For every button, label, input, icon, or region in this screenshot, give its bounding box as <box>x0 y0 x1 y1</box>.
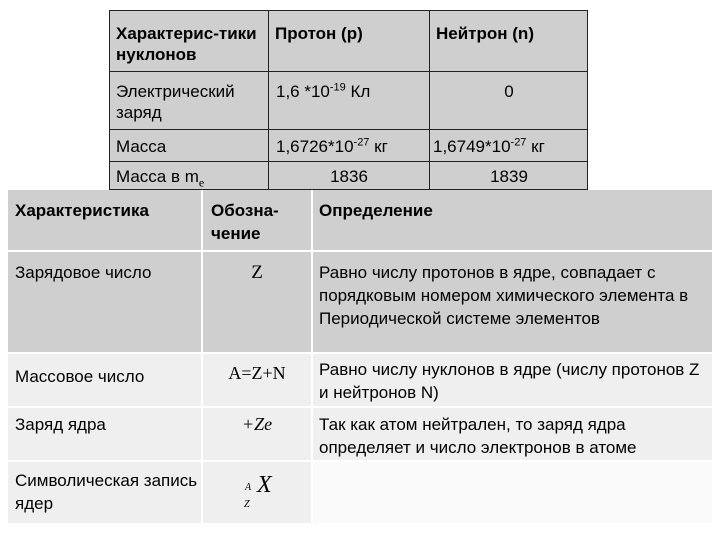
table-row <box>8 408 712 460</box>
nucleon-characteristics-table <box>109 10 588 190</box>
table-row <box>8 354 712 406</box>
table-row <box>8 252 712 352</box>
header-designation: Обозна-чение <box>203 190 311 250</box>
nucleus-characteristics-table <box>8 190 712 523</box>
neutron-mass-me-value: 1839 <box>490 167 528 186</box>
header-characteristics: Характерис-тики нуклонов <box>116 24 257 64</box>
symbol-ze: +Ze <box>203 408 311 460</box>
table-header-row <box>8 190 712 250</box>
definition-nuclear-charge: Так как атом нейтрален, то заряд ядра определяет и число электронов в атоме <box>313 408 712 460</box>
neutron-mass-value: $1,6749*10^{-27}$ кг <box>433 136 545 156</box>
row-name-charge-number: Зарядовое число <box>8 252 201 352</box>
row-name-mass-number: Массовое число <box>8 354 201 406</box>
row-electric-charge-label: Электрический заряд <box>116 82 235 122</box>
row-mass-label: Масса <box>116 137 167 156</box>
proton-mass-me-value: 1836 <box>330 167 368 186</box>
element-symbol: X <box>257 472 272 498</box>
definition-symbolic-notation <box>313 462 712 523</box>
symbol-nuclide-notation <box>203 462 311 523</box>
row-mass-in-me-label: Масса в $m_e$ <box>116 167 205 190</box>
symbol-z: Z <box>203 252 311 352</box>
symbol-a-formula: A=Z+N <box>203 354 311 406</box>
definition-charge-number: Равно числу протонов в ядре, совпадает с порядковым номером химического элемента в Периодической системе элементов <box>313 252 712 352</box>
definition-mass-number: Равно числу нуклонов в ядре (числу протонов Z и нейтронов N) <box>313 354 712 406</box>
header-characteristic: Характеристика <box>8 190 201 250</box>
atomic-number-subscript: Z <box>244 499 250 510</box>
proton-mass-value: $1,6726*10^{-27}$ кг <box>276 136 388 156</box>
header-definition: Определение <box>313 190 712 250</box>
header-proton: Протон (p) <box>275 24 363 43</box>
mass-number-superscript: A <box>245 482 252 493</box>
row-name-nuclear-charge: Заряд ядра <box>8 408 201 460</box>
neutron-charge-value: 0 <box>504 82 514 101</box>
table-row <box>8 462 712 523</box>
header-neutron: Нейтрон (n) <box>436 24 534 43</box>
row-name-symbolic-notation: Символическая запись ядер <box>8 462 201 523</box>
proton-charge-value: 1,6 $*10^{-19}$ Кл <box>276 81 371 101</box>
